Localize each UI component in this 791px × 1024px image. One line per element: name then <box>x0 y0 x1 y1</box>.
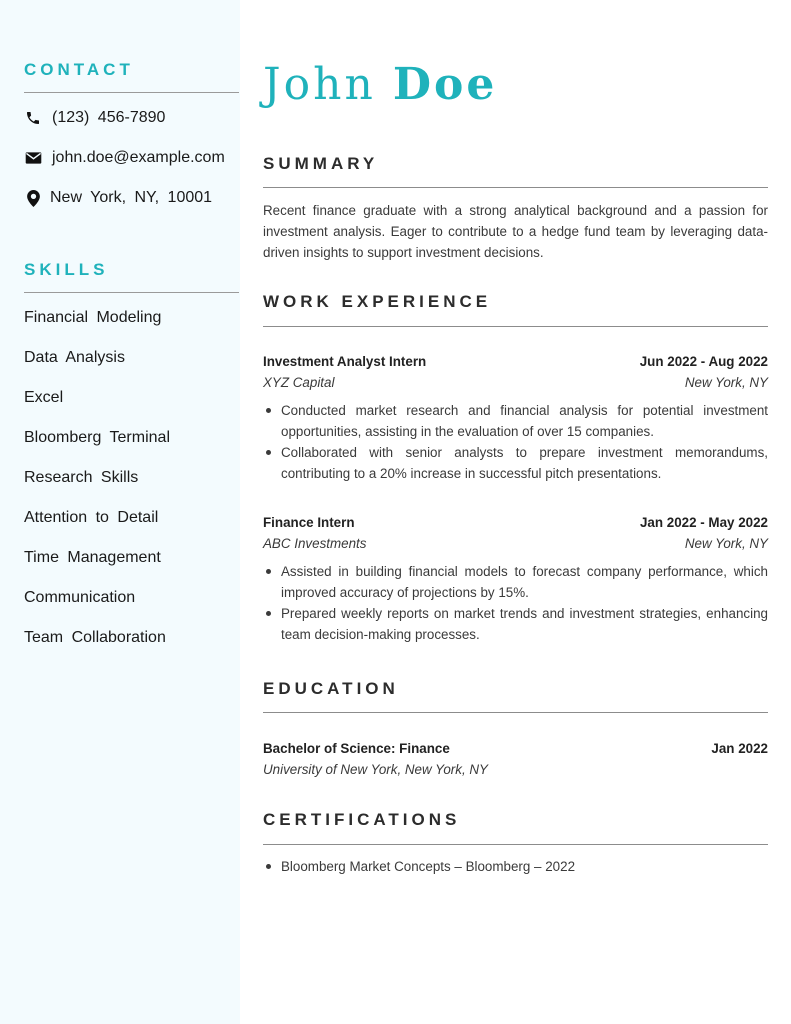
experience-divider <box>263 326 768 327</box>
skill-item: Attention to Detail <box>24 509 159 526</box>
sidebar <box>0 0 240 1024</box>
job-company: XYZ Capital <box>263 375 335 390</box>
education-header <box>263 739 768 759</box>
job-bullets <box>263 561 768 645</box>
experience-heading: WORK EXPERIENCE <box>263 292 492 311</box>
skill-item: Communication <box>24 589 136 606</box>
list-item: Bloomberg Market Concepts – Bloomberg – 2022 <box>263 856 768 877</box>
job-header <box>263 513 768 533</box>
contact-location <box>24 187 212 209</box>
job-subheader <box>263 534 768 554</box>
job-subheader <box>263 373 768 393</box>
list-item: Prepared weekly reports on market trends and investment strategies, enhancing team decision-making processes. <box>263 603 768 645</box>
skill-item: Time Management <box>24 549 161 566</box>
contact-phone <box>24 107 165 129</box>
map-pin-icon <box>24 189 42 207</box>
school: University of New York, New York, NY <box>263 762 488 777</box>
skill-item: Team Collaboration <box>24 629 166 646</box>
email-text: john.doe@example.com <box>52 149 225 166</box>
list-item: Assisted in building financial models to forecast company performance, which improved accuracy of projections by 15%. <box>263 561 768 603</box>
contact-divider <box>24 92 239 93</box>
job-header <box>263 352 768 372</box>
phone-text: (123) 456-7890 <box>52 109 166 126</box>
job-company: ABC Investments <box>263 536 367 551</box>
page-title <box>263 57 497 113</box>
envelope-icon <box>24 149 42 167</box>
certifications-heading: CERTIFICATIONS <box>263 810 461 829</box>
education-divider <box>263 712 768 713</box>
contact-section <box>24 58 239 206</box>
skill-item: Data Analysis <box>24 349 125 366</box>
last-name: Doe <box>392 59 498 110</box>
summary-text: Recent finance graduate with a strong analytical background and a passion for investment analysis. Eager to contribute to a hedge fund team by leveraging data-driven insights to support investment decisions. <box>263 203 768 260</box>
certification-list <box>263 856 768 877</box>
summary-heading: SUMMARY <box>263 154 379 173</box>
skill-item: Excel <box>24 389 64 406</box>
summary-divider <box>263 187 768 188</box>
certifications-divider <box>263 844 768 845</box>
skill-item: Research Skills <box>24 469 139 486</box>
list-item: Collaborated with senior analysts to prepare investment memorandums, contributing to a 20% increase in successful pitch presentations. <box>263 442 768 484</box>
job-title: Finance Intern <box>263 515 355 530</box>
job-location: New York, NY <box>684 375 768 390</box>
contact-heading: CONTACT <box>24 60 134 79</box>
location-text: New York, NY, 10001 <box>50 189 213 206</box>
job-title: Investment Analyst Intern <box>263 354 427 369</box>
job-dates: Jun 2022 - Aug 2022 <box>639 354 768 369</box>
education-school-row <box>263 760 768 780</box>
job-bullets <box>263 400 768 484</box>
education-heading: EDUCATION <box>263 679 399 698</box>
phone-icon <box>24 109 42 127</box>
skills-divider <box>24 292 239 293</box>
job-location: New York, NY <box>684 536 768 551</box>
skills-section <box>24 258 239 646</box>
education-date: Jan 2022 <box>711 741 768 756</box>
skill-item: Bloomberg Terminal <box>24 429 170 446</box>
contact-email <box>24 147 225 169</box>
first-name: John <box>263 59 376 110</box>
degree: Bachelor of Science: Finance <box>263 741 450 756</box>
list-item: Conducted market research and financial analysis for potential investment opportunities, assisting in the evaluation of over 15 companies. <box>263 400 768 442</box>
skill-item: Financial Modeling <box>24 309 162 326</box>
skills-heading: SKILLS <box>24 260 109 279</box>
job-dates: Jan 2022 - May 2022 <box>639 515 768 530</box>
